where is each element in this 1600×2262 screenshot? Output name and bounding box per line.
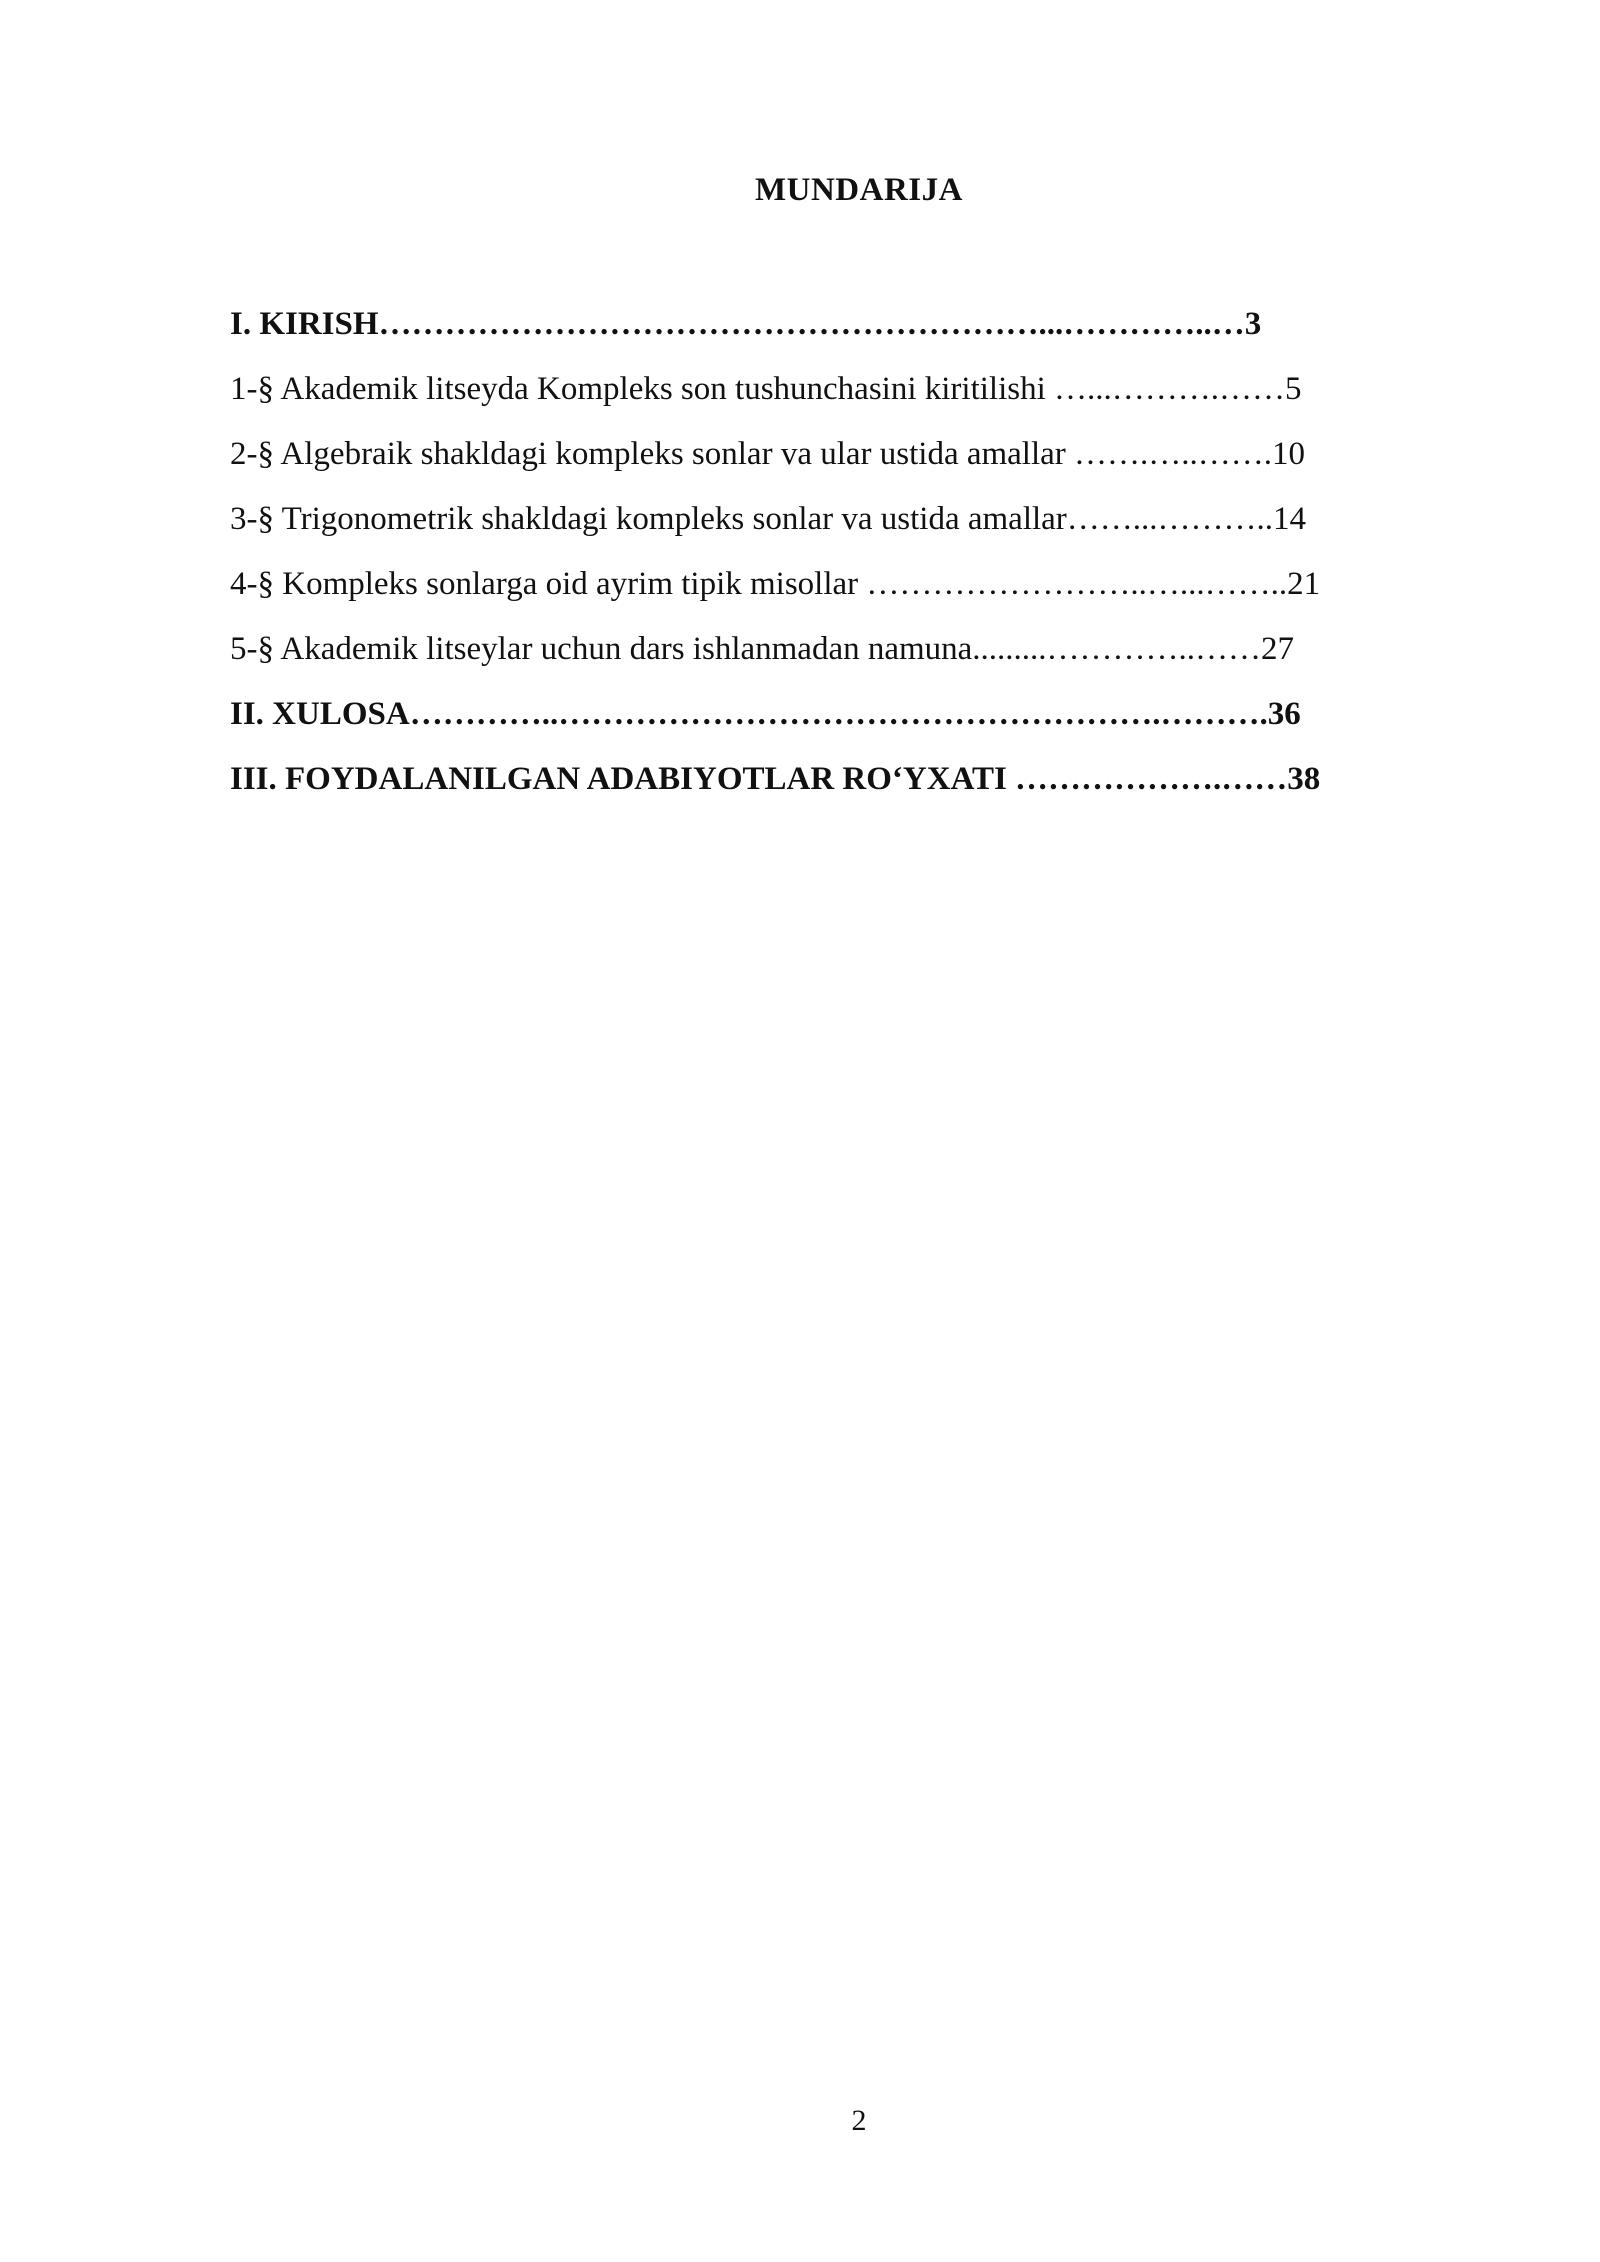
toc-entry: 2-§ Algebraik shakldagi kompleks sonlar va ular ustida amallar …….…..…….10	[230, 436, 1306, 472]
toc-entry: 3-§ Trigonometrik shakldagi kompleks sonlar va ustida amallar……...………..14	[230, 501, 1307, 537]
toc-entry: III. FOYDALANILGAN ADABIYOTLAR RO‘YXATI ……………….……38	[230, 761, 1321, 797]
page-number: 2	[851, 2104, 867, 2137]
toc-entry: 4-§ Kompleks sonlarga oid ayrim tipik misollar ……………………..…...……..21	[230, 566, 1321, 602]
toc-entry: I. KIRISH……………………………………………………...…………..…3	[230, 306, 1262, 342]
toc-entry: 1-§ Akademik litseyda Kompleks son tushunchasini kiritilishi …...……….……5	[230, 371, 1302, 407]
table-of-contents	[230, 298, 1500, 818]
page-title: MUNDARIJA	[755, 172, 963, 208]
toc-entry: 5-§ Akademik litseylar uchun dars ishlanmadan namuna.........…………..……27	[230, 631, 1295, 667]
toc-entry: II. XULOSA…………..……………………………………………….……….36	[230, 696, 1301, 732]
